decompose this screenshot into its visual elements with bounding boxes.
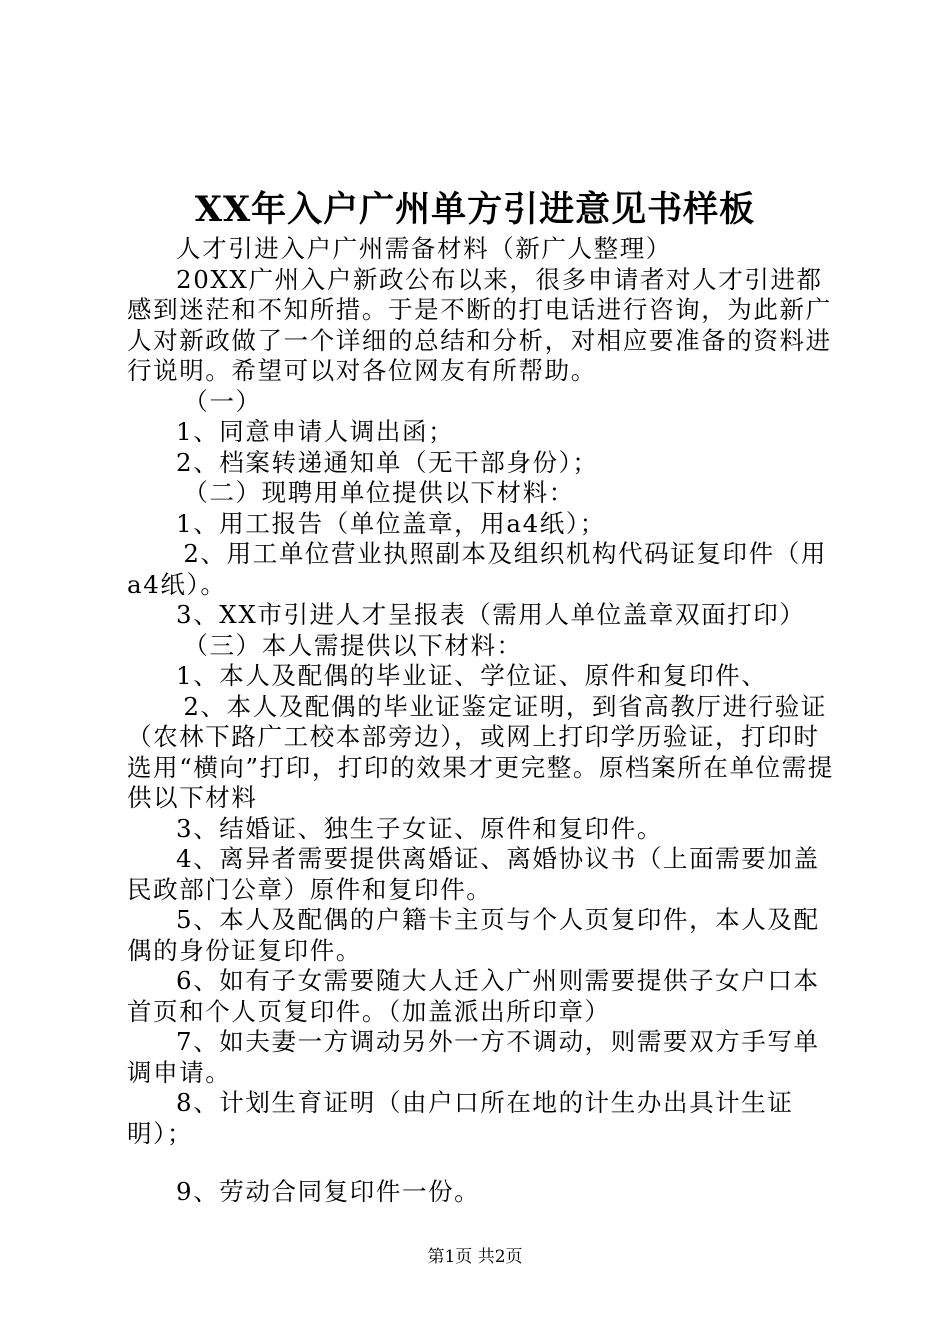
list-item: 6、如有子女需要随大人迁入广州则需要提供子女户口本首页和个人页复印件。（加盖派出所印章） [127,966,820,1026]
list-item: 1、用工报告（单位盖章，用a4纸）； [176,508,606,538]
list-item: 2、用工单位营业执照副本及组织机构代码证复印件（用a4纸）。 [127,539,827,599]
section-heading-one: （一） [183,386,262,416]
list-item: 7、如夫妻一方调动另外一方不调动，则需要双方手写单调申请。 [127,1027,820,1087]
list-item: 9、劳动合同复印件一份。 [176,1177,481,1206]
document-title: XX年入户广州单方引进意见书样板 [194,189,756,230]
list-item: 2、本人及配偶的毕业证鉴定证明，到省高教厅进行验证（农林下路广工校本部旁边），或网上打印学历验证，打印时选用“横向”打印，打印的效果才更完整。原档案所在单位需提供以下材料 [127,691,834,812]
list-item: 5、本人及配偶的户籍卡主页与个人页复印件，本人及配偶的身份证复印件。 [127,905,820,965]
section-heading-two: （二）现聘用单位提供以下材料： [183,478,575,507]
page-number: 第1页 共2页 [427,1247,523,1267]
list-item: 3、XX市引进人才呈报表（需用人单位盖章双面打印） [176,600,806,629]
document-body [127,234,839,1208]
list-item: 1、本人及配偶的毕业证、学位证、原件和复印件、 [176,661,768,690]
list-item: 3、结婚证、独生子女证、原件和复印件。 [176,813,663,843]
list-item: 2、档案转递通知单（无干部身份）； [176,447,599,477]
list-item: 8、计划生育证明（由户口所在地的计生办出具计生证明）； [127,1088,794,1148]
list-item: 1、同意申请人调出函； [176,417,455,446]
paragraph-intro-heading: 人才引进入户广州需备材料（新广人整理） [176,234,672,263]
section-heading-three: （三）本人需提供以下材料： [183,630,523,660]
list-item: 4、离异者需要提供离婚证、离婚协议书（上面需要加盖民政部门公章）原件和复印件。 [127,844,820,904]
paragraph-intro: 20XX广州入户新政公布以来，很多申请者对人才引进都感到迷茫和不知所措。于是不断的打电话进行咨询，为此新广人对新政做了一个详细的总结和分析，对相应要准备的资料进行说明。希望可以对各位网友有所帮助。 [127,264,832,385]
